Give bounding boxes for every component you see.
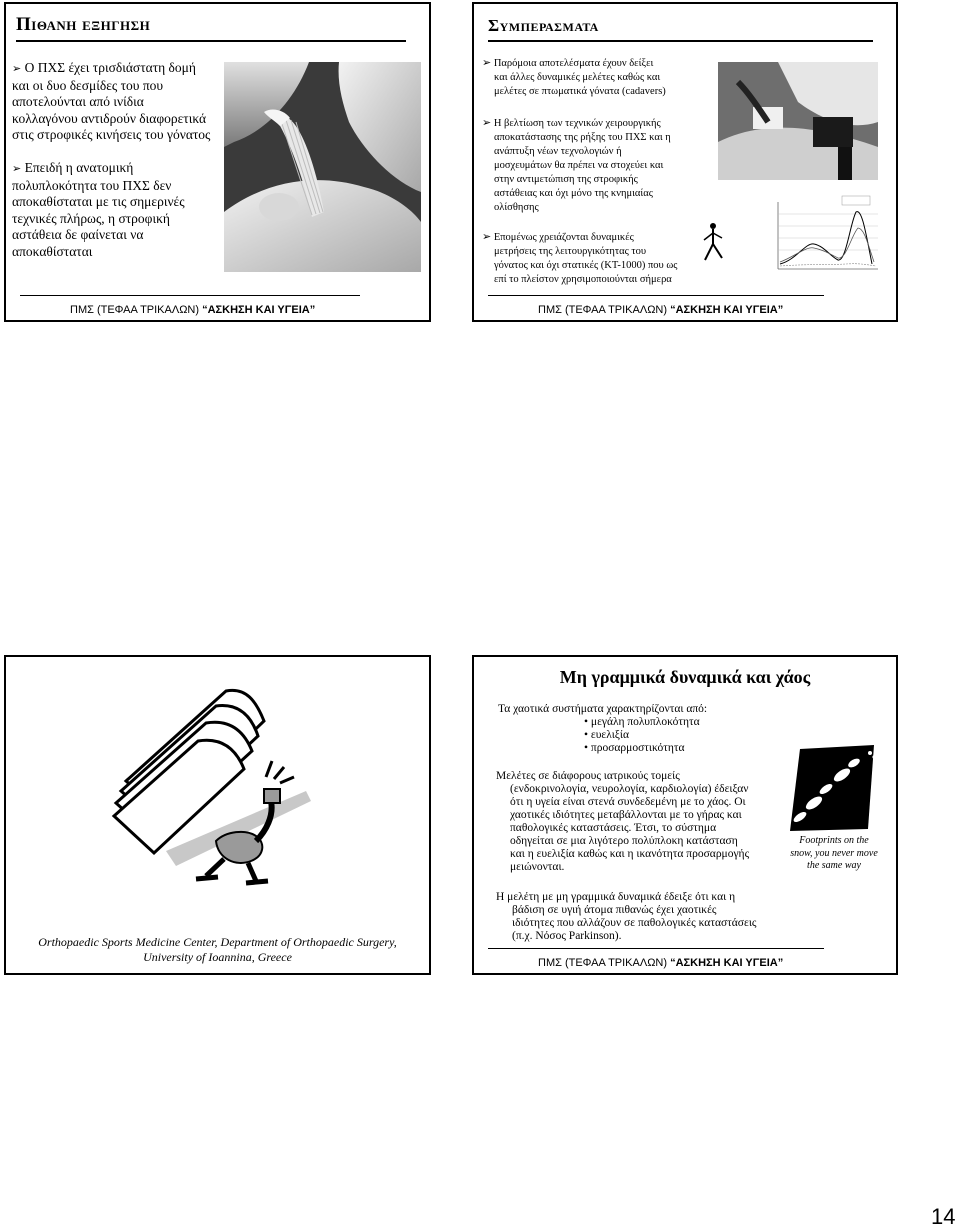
arrow-bullet-icon: ➢ xyxy=(482,230,492,243)
slide-clipart xyxy=(4,655,431,975)
slide-possible-explanation xyxy=(4,2,431,322)
slide-title: Μη γραμμικά δυναμικά και χάος xyxy=(559,667,811,687)
paragraph-2: Η μελέτη με μη γραμμικά δυναμικά έδειξε ότι και η βάδιση σε υγιή άτομα πιθανώς έχει χαοτικές ιδιότητες που αλλάζουν σε παθολογικές καταστάσεις (π.χ. Νόσος Parkinson). xyxy=(496,891,757,942)
arrow-bullet-icon: ➢ xyxy=(12,162,22,175)
arrow-bullet-icon: ➢ xyxy=(482,56,492,69)
knee-testing-photo xyxy=(718,62,878,180)
bullet-block-1: ➢ Παρόμοια αποτελέσματα έχουν δείξει και άλλες δυναμικές μελέτες καθώς και μελέτες σε πτωματικά γόνατα (cadavers) xyxy=(482,56,666,97)
slide-title: Συμπερασματα xyxy=(488,16,599,35)
page-number: 14 xyxy=(931,1204,956,1229)
footer-divider xyxy=(20,295,360,296)
bullet-block-2: ➢ Επειδή η ανατομική πολυπλοκότητα του ΠΧΣ δεν αποκαθίσταται με τις σημερινές τεχνικές πλήρως, η στροφική αστάθεια δε φαίνεται να αποκαθίσταται xyxy=(12,160,185,259)
bullet-block-1: ➢ Ο ΠΧΣ έχει τρισδιάστατη δομή και οι δυο δεσμίδες του που αποτελούνται από ινίδια κολλαγόνου αντιδρούν διαφορετικά στις στροφικές κινήσεις του γόνατος xyxy=(12,60,211,142)
slide-nonlinear-dynamics xyxy=(472,655,898,975)
footer-divider xyxy=(488,948,824,949)
slide-conclusions xyxy=(472,2,898,322)
knee-ligament-photo xyxy=(224,62,421,272)
feature-item: • μεγάλη πολυπλοκότητα xyxy=(584,716,700,728)
footer-text: ΠΜΣ (ΤΕΦΑΑ ΤΡΙΚΑΛΩΝ) “ΑΣΚΗΣΗ ΚΑΙ ΥΓΕΙΑ” xyxy=(70,304,316,316)
title-divider xyxy=(16,40,406,42)
rotation-curves-figure xyxy=(696,194,882,282)
feature-item: • ευελιξία xyxy=(584,729,630,741)
bullet-block-3: ➢ Επομένως χρειάζονται δυναμικές μετρήσεις της λειτουργικότητας του γόνατος και όχι στατικές (KT-1000) που ως επί το πλείστον χρησιμοποιούνται σήμερα xyxy=(482,230,678,285)
arrow-bullet-icon: ➢ xyxy=(12,62,22,75)
intro-text: Τα χαοτικά συστήματα χαρακτηρίζονται από: xyxy=(498,703,708,715)
title-divider xyxy=(488,40,873,42)
footprints-image xyxy=(786,745,878,833)
bullet-block-2: ➢ Η βελτίωση των τεχνικών χειρουργικής αποκατάστασης της ρήξης του ΠΧΣ και η ανάπτυξη νέων τεχνολογιών ή μοσχευμάτων θα πρέπει να στοχεύει και στην αντιμετώπιση της στροφικής αστάθειας και όχι μόνο της κνημιαίας ολίσθησης xyxy=(482,116,671,213)
affiliation-text: Orthopaedic Sports Medicine Center, Department of Orthopaedic Surgery, University of Ioannina, Greece xyxy=(38,935,397,964)
paragraph-1: Μελέτες σε διάφορους ιατρικούς τομείς (ενδοκρινολογία, νευρολογία, καρδιολογία) έδειξαν ότι η υγεία είναι στενά συνδεδεμένη με το χάος. Οι χαοτικές ιδιότητες μεταβάλλονται με το γήρας και παθολογικές καταστάσεις. Έτσι, το σύστημα οδηγείται σε μια λιγότερο πολύπλοκη κατάσταση και η ευελιξία καθώς και η ικανότητα προσαρμογής μειώνονται. xyxy=(496,770,750,873)
buried-under-papers-clipart xyxy=(106,681,316,891)
feature-item: • προσαρμοστικότητα xyxy=(584,742,685,754)
footer-divider xyxy=(488,295,824,296)
arrow-bullet-icon: ➢ xyxy=(482,116,492,129)
footer-text: ΠΜΣ (ΤΕΦΑΑ ΤΡΙΚΑΛΩΝ) “ΑΣΚΗΣΗ ΚΑΙ ΥΓΕΙΑ” xyxy=(538,957,784,969)
slide-title: Πιθανη εξηγηση xyxy=(16,14,151,35)
footprints-caption: Footprints on the snow, you never move the same way xyxy=(790,835,878,871)
footer-text: ΠΜΣ (ΤΕΦΑΑ ΤΡΙΚΑΛΩΝ) “ΑΣΚΗΣΗ ΚΑΙ ΥΓΕΙΑ” xyxy=(538,304,784,316)
